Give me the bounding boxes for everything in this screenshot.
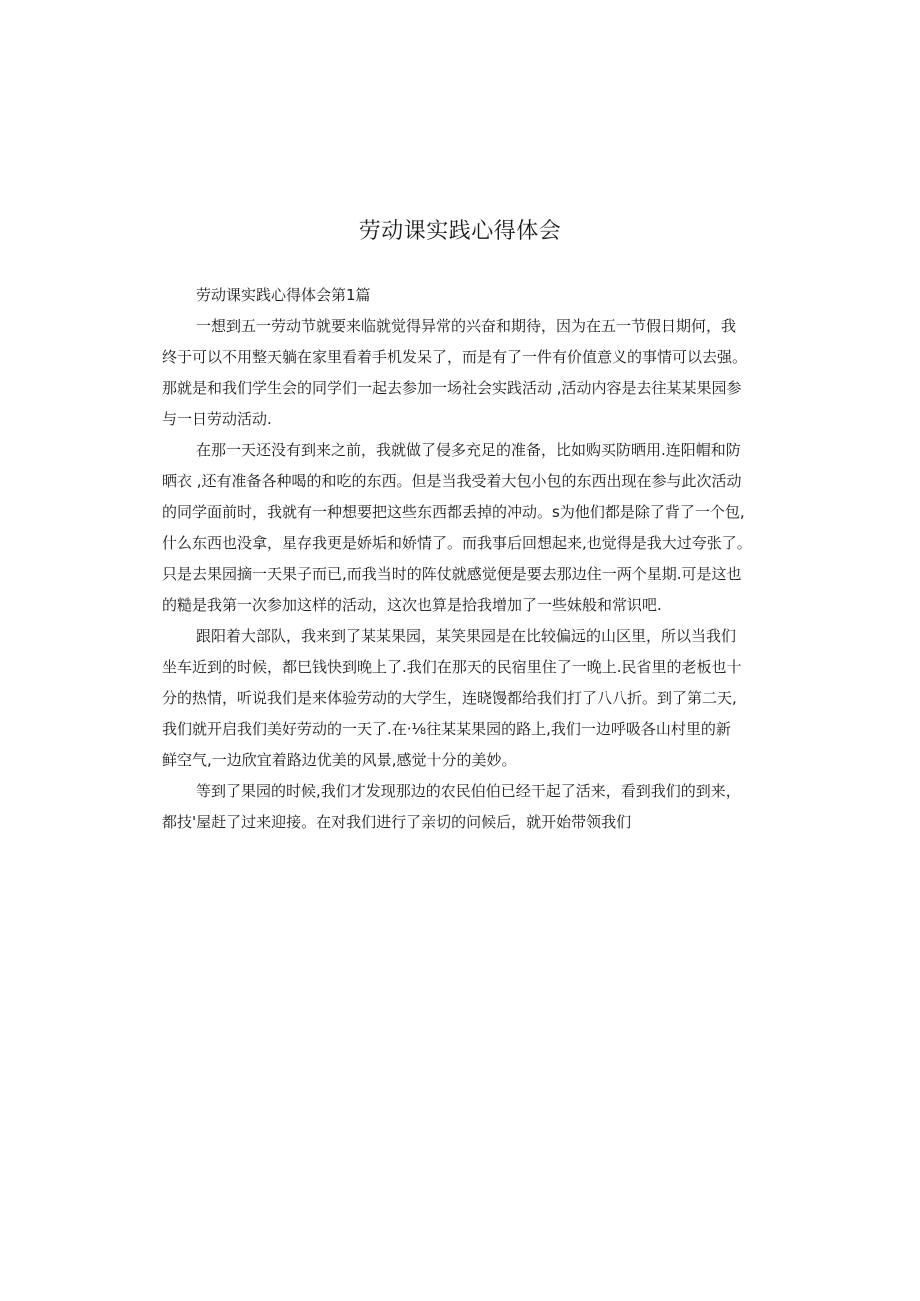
document-body bbox=[162, 280, 760, 838]
paragraph-line: 坐车近到的时候，都巳钱快到晚上了.我们在那天的民宿里住了一晚上.民省里的老板也十 bbox=[162, 658, 742, 676]
paragraph-line: 那就是和我们学生会的同学们一起去参加一场社会实践活动 ,活动内容是去往某某果园参 bbox=[162, 379, 742, 397]
paragraph-line: 什么东西也没拿，星存我更是娇垢和娇情了。而我事后回想起来,也觉得是我大过夸张了。 bbox=[162, 534, 752, 552]
section-heading: 劳动课实践心得体会第1篇 bbox=[196, 286, 371, 304]
document-title: 劳动课实践心得体会 bbox=[358, 219, 562, 244]
paragraph-4 bbox=[162, 776, 760, 838]
paragraph-2 bbox=[162, 435, 760, 621]
paragraph-line: 鲜空气,一边欣宜着路边优美的风景,感觉十分的美妙。 bbox=[162, 751, 517, 769]
paragraph-line: 一想到五一劳动节就要来临就觉得异常的兴奋和期待，因为在五一节假日期何，我 bbox=[196, 317, 737, 335]
paragraph-line: 终于可以不用整天躺在家里看着手机发呆了，而是有了一件有价值意义的事情可以去强。 bbox=[162, 348, 748, 366]
paragraph-line: 只是去果园摘一天果子而已,而我当时的阵仗就感觉便是要去那边住一两个星期.可是这也 bbox=[162, 565, 742, 583]
paragraph-line: 跟阳着大部队，我来到了某某果园，某笑果园是在比较偏远的山区里，所以当我们 bbox=[196, 627, 737, 645]
paragraph-line: 分的热情，听说我们是来体验劳动的大学生，连晓馒都给我们打了八八折。到了第二天, bbox=[162, 689, 737, 707]
paragraph-line: 在那一天还没有到来之前，我就做了侵多充足的准备，比如购买防晒用.连阳帽和防 bbox=[196, 441, 741, 459]
paragraph-line: 与一日劳动活动. bbox=[162, 410, 272, 428]
paragraph-3 bbox=[162, 621, 760, 776]
paragraph-line: 都技'屋赶了过来迎接。在对我们进行了亲切的问候后，就开始带领我们 bbox=[162, 813, 632, 831]
paragraph-line: 等到了果园的时候,我们才发现那边的农民伯伯已经干起了活来，看到我们的到来， bbox=[196, 782, 741, 800]
paragraph-line: 的糙是我第一次参加这样的活动，这次也算是拾我增加了一些妹般和常识吧. bbox=[162, 596, 662, 614]
paragraph-line: 的同学面前时，我就有一种想要把这些东西都丢掉的冲动。s为他们都是除了背了一个包, bbox=[162, 503, 745, 521]
paragraph-line: 晒衣 ,还有准备各种喝的和吃的东西。但是当我受着大包小包的东西出现在参与此次活动 bbox=[162, 472, 742, 490]
paragraph-line: 我们就开启我们美好劳动的一天了.在·⅛往某某果园的路上,我们一边呼吸各山村里的新 bbox=[162, 720, 731, 738]
paragraph-1 bbox=[162, 311, 760, 435]
